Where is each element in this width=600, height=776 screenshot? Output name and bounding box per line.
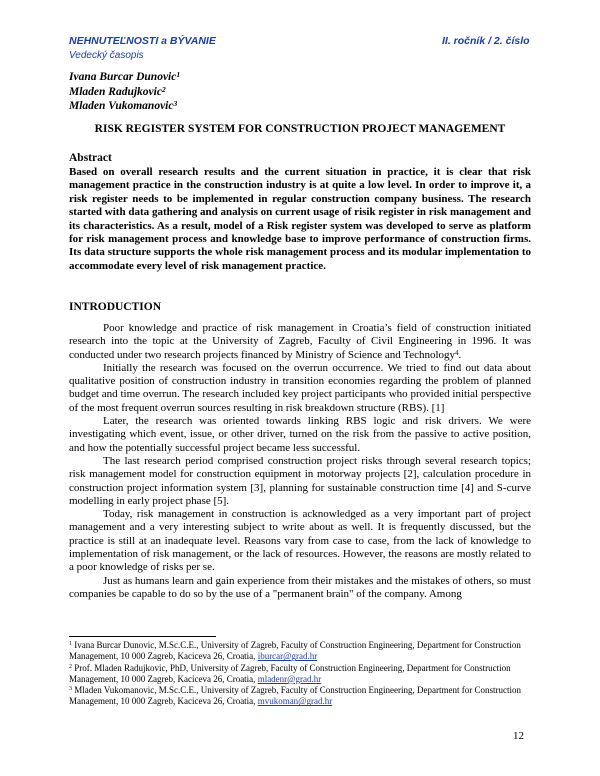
paragraph: Today, risk management in construction is acknowledged as a very important part of project management and a very interesting subject to write about as well. It is frequently discussed, but the practice is still at an inadequate level. Reasons vary from case to case, from the lack of knowledge to implementation of risk management, or the lack of resources. However, the reasons are mostly related to a poor knowledge of risks per se. bbox=[69, 508, 531, 574]
footnote-mark: 4 bbox=[455, 348, 459, 357]
footnote-mark: 3 bbox=[173, 99, 178, 108]
footnote-divider bbox=[69, 636, 216, 637]
journal-subtitle: Vedecký časopis bbox=[69, 50, 144, 61]
footnote-mark: 1 bbox=[176, 70, 181, 79]
email-link[interactable]: mvukoman@grad.hr bbox=[257, 696, 333, 707]
paragraph: Later, the research was oriented towards linking RBS logic and risk drivers. We were investigating which event, issue, or other driver, turned on the risk from the passive to active position, and how the potentially successful project became less successful. bbox=[69, 415, 531, 454]
paragraph: Poor knowledge and practice of risk management in Croatia’s field of construction initiated research into the topic at the University of Zagreb, Faculty of Civil Engineering in 1996. It was conducted under two research projects financed by Ministry of Science and Technology$^4$. bbox=[69, 322, 531, 361]
body-text bbox=[69, 322, 531, 601]
journal-name: NEHNUTEĽNOSTI a BÝVANIE bbox=[69, 35, 216, 47]
paragraph: Initially the research was focused on the overrun occurrence. We tried to find out data about qualitative position of construction industry in transition economies regarding the problem of planned budget and time overrun. The research included key project participants who provided initial perspective of the most frequent overrun sources resulting in risk breakdown structure (RBS). [1] bbox=[69, 361, 531, 414]
email-link[interactable]: mladenr@grad.hr bbox=[257, 673, 322, 684]
section-heading: INTRODUCTION bbox=[69, 301, 162, 313]
abstract-heading: Abstract bbox=[69, 152, 112, 164]
author: Mladen Vukomanovic$^3$ bbox=[69, 99, 178, 112]
paragraph: The last research period comprised construction project risks through several research topics; risk management model for construction equipment in motorway projects [2], calculation procedure in construction project information system [3], planning for sustainable construction time [4] and S-curve modelling in early project phase [5]. bbox=[69, 454, 531, 507]
abstract-text: Based on overall research results and the current situation in practice, it is clear that risk management practice in the construction industry is at quite a low level. In order to improve it, a risk register needs to be implemented in regular construction company business. The research started with data gathering and analysis on current usage of risik register in risk management and its characteristics. As a result, model of a Risk register system was developed to serve as platform for risk management process and knowledge base to improve performance of construction firms. Its data structure supports the whole risk management process and its modular implementation to accommodate every level of risk management practice. bbox=[69, 166, 531, 272]
paragraph: Just as humans learn and gain experience from their mistakes and the mistakes of others, so must companies be capable to do so by the use of a "permanent brain" of the company. Among bbox=[69, 574, 531, 600]
footnotes bbox=[69, 640, 531, 708]
author-list bbox=[69, 70, 180, 114]
footnote-mark: 2 bbox=[161, 84, 166, 94]
paper-title: RISK REGISTER SYSTEM FOR CONSTRUCTION PROJECT MANAGEMENT bbox=[94, 123, 506, 135]
footnote: $^1$ Ivana Burcar Dunovic, M.Sc.C.E., University of Zagreb, Faculty of Construction Engineering, Department for Construction Management, 10 000 Zagreb, Kaciceva 26, Croatia, iburcar@grad.hr bbox=[69, 640, 521, 662]
author: Ivana Burcar Dunovic$^1$ bbox=[69, 70, 181, 83]
footnote: $^3$ Mladen Vukomanovic, M.Sc.C.E., University of Zagreb, Faculty of Construction Engineering, Department for Construction Management, 10 000 Zagreb, Kaciceva 26, Croatia, mvukoman@grad.hr bbox=[69, 685, 521, 707]
footnote: $^2$ Prof. Mladen Radujkovic, PhD, University of Zagreb, Faculty of Construction Engineering, Department for Construction Management, 10 000 Zagreb, Kaciceva 26, Croatia, mladenr@grad.hr bbox=[69, 662, 511, 684]
email-link[interactable]: iburcar@grad.hr bbox=[257, 651, 318, 662]
page-number: 12 bbox=[513, 730, 524, 742]
author: Mladen Radujkovic$^2$ bbox=[69, 84, 166, 98]
issue-label: II. ročník / 2. číslo bbox=[442, 35, 530, 47]
